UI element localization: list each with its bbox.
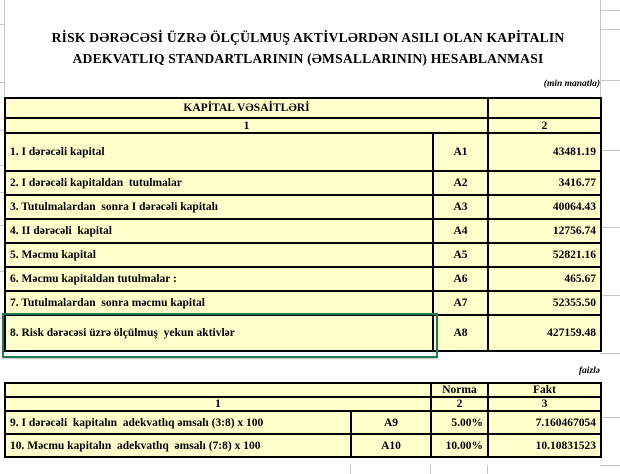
- column-number-2[interactable]: 2: [488, 118, 601, 133]
- row2-label[interactable]: 2. I dərəcəli kapitaldan tutulmalar: [5, 171, 433, 195]
- ratios-column-number-1[interactable]: 1: [5, 397, 431, 411]
- row1-code[interactable]: A1: [433, 133, 488, 171]
- capital-table: [4, 97, 602, 352]
- ratios-header-fakt[interactable]: Fakt: [488, 383, 601, 397]
- gridline: [600, 80, 620, 81]
- row8-code[interactable]: A8: [433, 315, 488, 351]
- row6-code[interactable]: A6: [433, 267, 488, 291]
- row8-value[interactable]: 427159.48: [488, 315, 601, 351]
- gridline: [600, 465, 620, 466]
- units-note-top: (min manatla): [543, 79, 600, 89]
- row10-label[interactable]: 10. Məcmu kapitalın adekvatlıq əmsalı (7:8) x 100: [5, 434, 351, 457]
- gridline: [600, 353, 620, 354]
- row9-norma[interactable]: 5.00%: [431, 411, 488, 434]
- row7-label[interactable]: 7. Tutulmalardan sonra məcmu kapital: [5, 291, 433, 315]
- capital-table-header[interactable]: KAPİTAL VƏSAİTLƏRİ: [5, 98, 488, 118]
- row9-fakt[interactable]: 7.160467054: [488, 411, 601, 434]
- gridline: [0, 24, 5, 25]
- gridline: [0, 82, 5, 83]
- column-number-1[interactable]: 1: [5, 118, 488, 133]
- row2-code[interactable]: A2: [433, 171, 488, 195]
- ratios-header-norma[interactable]: Norma: [431, 383, 488, 397]
- gridline: [600, 417, 620, 418]
- row9-code[interactable]: A9: [351, 411, 431, 434]
- gridline: [350, 465, 351, 474]
- row4-value[interactable]: 12756.74: [488, 219, 601, 243]
- selected-cell-row8-label[interactable]: 8. Risk dərəcəsi üzrə ölçülmuş yekun aktivlər: [5, 315, 433, 351]
- row3-label[interactable]: 3. Tutulmalardan sonra I dərəcəli kapitalı: [5, 195, 433, 219]
- row5-label[interactable]: 5. Məcmu kapital: [5, 243, 433, 267]
- row1-value[interactable]: 43481.19: [488, 133, 601, 171]
- row6-label[interactable]: 6. Məcmu kapitaldan tutulmalar :: [5, 267, 433, 291]
- gridline: [487, 465, 488, 474]
- row2-value[interactable]: 3416.77: [488, 171, 601, 195]
- row6-value[interactable]: 465.67: [488, 267, 601, 291]
- row9-label[interactable]: 9. I dərəcəli kapitalın adekvatlıq əmsalı (3:8) x 100: [5, 411, 351, 434]
- gridline: [600, 227, 620, 228]
- ratios-column-number-3[interactable]: 3: [488, 397, 601, 411]
- gridline: [430, 465, 431, 474]
- ratios-header-empty[interactable]: [5, 383, 431, 397]
- row5-code[interactable]: A5: [433, 243, 488, 267]
- ratios-table: [4, 382, 602, 458]
- capital-table-header-empty[interactable]: [488, 98, 601, 118]
- row10-fakt[interactable]: 10.10831523: [488, 434, 601, 457]
- page-title-line1: RİSK DƏRƏCƏSİ ÜZRƏ ÖLÇÜLMUŞ AKTİVLƏRDƏN ASILI OLAN KAPİTALIN: [51, 30, 565, 45]
- row3-value[interactable]: 40064.43: [488, 195, 601, 219]
- row5-value[interactable]: 52821.16: [488, 243, 601, 267]
- row1-label[interactable]: 1. I dərəcəli kapital: [5, 133, 433, 171]
- row7-value[interactable]: 52355.50: [488, 291, 601, 315]
- row10-norma[interactable]: 10.00%: [431, 434, 488, 457]
- row4-code[interactable]: A4: [433, 219, 488, 243]
- row3-code[interactable]: A3: [433, 195, 488, 219]
- page-title: [8, 27, 608, 70]
- gridline: [600, 10, 620, 11]
- units-note-bottom: faizlə: [578, 366, 600, 376]
- row4-label[interactable]: 4. II dərəcəli kapital: [5, 219, 433, 243]
- gridline: [600, 295, 620, 296]
- row7-code[interactable]: A7: [433, 291, 488, 315]
- page-title-line2: ADEKVATLIQ STANDARTLARININ (ƏMSALLARININ) HESABLANMASI: [72, 51, 544, 67]
- gridline: [600, 150, 620, 151]
- ratios-column-number-2[interactable]: 2: [431, 397, 488, 411]
- row10-code[interactable]: A10: [351, 434, 431, 457]
